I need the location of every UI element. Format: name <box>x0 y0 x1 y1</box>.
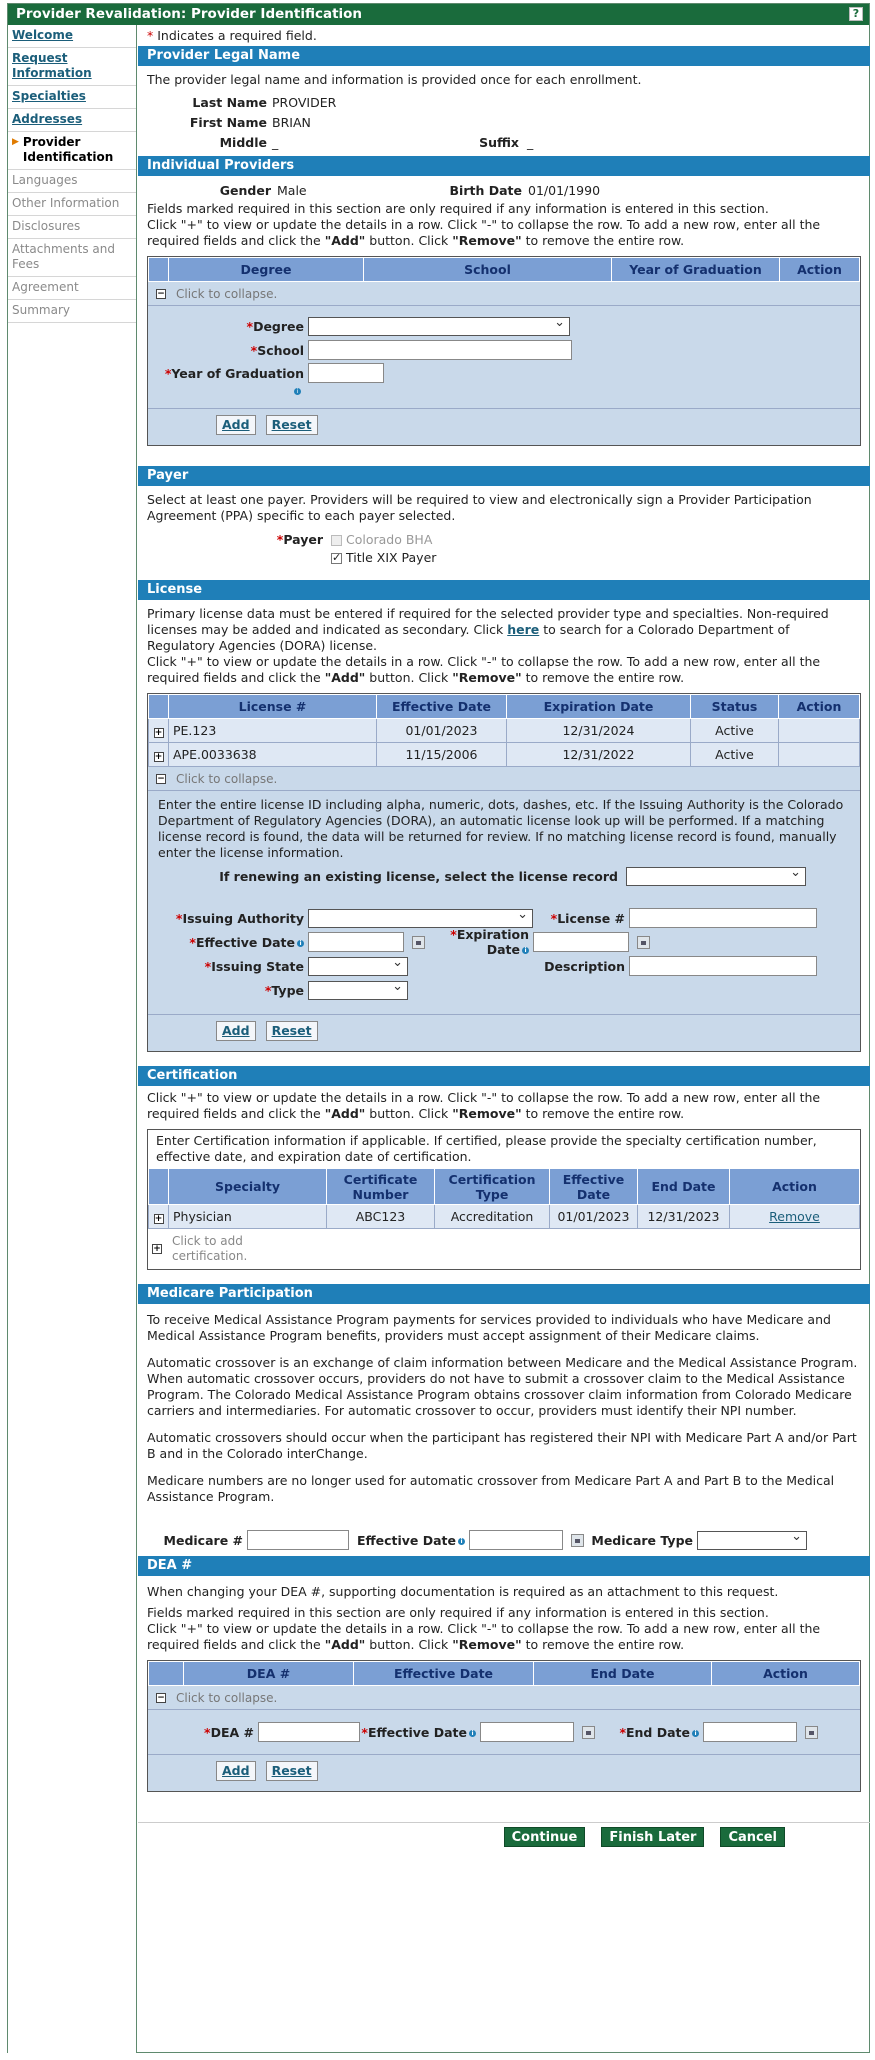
issuing-authority-select[interactable] <box>308 909 533 928</box>
dea-effective-date-label: *Effective Date i <box>360 1725 480 1740</box>
add-button[interactable]: Add <box>216 1761 256 1781</box>
sidebar-item-agreement: Agreement <box>8 277 136 300</box>
first-name-label: First Name <box>189 114 267 130</box>
sidebar-item-other-information: Other Information <box>8 193 136 216</box>
medicare-paragraph-4: Medicare numbers are no longer used for automatic crossover from Medicare Part A and Part B to the Medical Assistance Program. <box>147 1473 835 1504</box>
action-cell <box>730 1205 860 1229</box>
col-effective: Effective Date <box>377 695 507 719</box>
instr-add: "Add" <box>324 233 366 248</box>
add-certification-label: Click to add certification. <box>172 1234 248 1263</box>
dea-effective-date-input[interactable] <box>480 1722 574 1742</box>
status: Active <box>691 719 779 743</box>
reset-button[interactable]: Reset <box>266 415 318 435</box>
continue-button[interactable]: Continue <box>504 1827 586 1847</box>
info-icon[interactable]: i <box>294 388 301 395</box>
certification-panel <box>147 1129 861 1270</box>
footer-buttons <box>138 1822 870 1847</box>
sidebar-item-provider-identification <box>8 132 136 170</box>
birth-date-value: 01/01/1990 <box>528 182 601 198</box>
main-content <box>138 25 870 1847</box>
expand-icon[interactable]: + <box>154 752 163 762</box>
required-star: * <box>147 28 154 43</box>
medicare-number-label: Medicare # <box>163 1532 243 1548</box>
required-info-note: Fields marked required in this section are only required if any information is entered in this section. <box>147 201 769 216</box>
sidebar-item-welcome[interactable]: Welcome <box>8 25 136 48</box>
table-header-row <box>149 1662 860 1686</box>
calendar-icon[interactable] <box>582 1726 595 1739</box>
payer-intro: Select at least one payer. Providers will be required to view and electronically sign a Provider Participation Agreement (PPA) specific to each payer selected. <box>147 492 812 523</box>
dea-fields-row <box>158 1720 850 1744</box>
sidebar-item-addresses[interactable]: Addresses <box>8 109 136 132</box>
payer-label: *Payer <box>276 531 323 547</box>
col-degree: Degree <box>169 258 364 282</box>
last-name-row <box>138 92 870 112</box>
reset-button[interactable]: Reset <box>266 1021 318 1041</box>
dea-number-label: *DEA # <box>204 1724 254 1740</box>
expiration-date-input[interactable] <box>533 932 629 952</box>
expiration-date-label: *Expiration Date i <box>450 927 529 957</box>
middle-value: _ <box>272 134 279 150</box>
sidebar-item-disclosures: Disclosures <box>8 216 136 239</box>
effective-date-label: *Effective Date i <box>158 935 308 950</box>
required-info-note: Fields marked required in this section are only required if any information is entered in this section. <box>147 1605 769 1620</box>
payer-option-title-xix[interactable]: ✓Title XIX Payer <box>331 550 436 565</box>
end-date: 12/31/2023 <box>638 1205 730 1229</box>
individual-providers-section <box>138 156 870 446</box>
degree-panel <box>147 256 861 446</box>
medicare-paragraph-2: Automatic crossover is an exchange of claim information between Medicare and the Medical Assistance Program. When automatic crossover occurs, providers do not have to submit a crossover claim to the Medical Assistance Program. The Colorado Medical Assistance Program obtains crossover claim information from Colorado Medicare carriers and intermediaries. For automatic crossover to occur, providers must identify their NPI number. <box>147 1355 858 1418</box>
required-note <box>138 25 870 46</box>
table-row <box>149 719 860 743</box>
degree-row <box>158 314 850 338</box>
col-action: Action <box>730 1169 860 1205</box>
cancel-button[interactable]: Cancel <box>720 1827 785 1847</box>
certification-section <box>138 1066 870 1270</box>
remove-link[interactable]: Remove <box>769 1209 820 1224</box>
sidebar-item-attachments-and-fees: Attachments and Fees <box>8 239 136 277</box>
col-end-date: End Date <box>638 1169 730 1205</box>
expand-col <box>149 695 169 719</box>
last-name-label: Last Name <box>192 94 267 110</box>
col-dea: DEA # <box>184 1662 354 1686</box>
degree-label: *Degree <box>246 318 304 334</box>
year-input[interactable] <box>308 363 384 383</box>
col-action: Action <box>779 695 860 719</box>
medicare-type-label: Medicare Type <box>591 1532 693 1548</box>
degree-buttons <box>148 408 860 445</box>
dates-row <box>158 927 850 957</box>
help-icon[interactable]: ? <box>849 7 863 21</box>
sidebar-item-languages: Languages <box>8 170 136 193</box>
gender-value: Male <box>277 182 307 198</box>
medicare-paragraph-1: To receive Medical Assistance Program payments for services provided to individuals who have Medicare and Medical Assistance Program benefits, providers must accept assignment of their Medicare claims. <box>147 1312 831 1343</box>
certification-type: Accreditation <box>435 1205 550 1229</box>
col-certificate-number: Certificate Number <box>327 1169 435 1205</box>
status: Active <box>691 743 779 767</box>
middle-label: Middle <box>219 134 267 150</box>
effective-date: 01/01/2023 <box>377 719 507 743</box>
license-panel <box>147 693 861 1052</box>
first-name-row <box>138 112 870 132</box>
instr-text: button. Click <box>365 233 453 248</box>
collapse-row[interactable] <box>148 767 860 791</box>
page-title: Provider Revalidation: Provider Identification <box>16 6 363 22</box>
license-section <box>138 580 870 1052</box>
action-cell <box>779 743 860 767</box>
required-note-text: Indicates a required field. <box>157 28 317 43</box>
add-button[interactable]: Add <box>216 415 256 435</box>
title-bar <box>8 4 869 25</box>
collapse-icon[interactable]: − <box>157 1692 165 1703</box>
table-header-row <box>149 695 860 719</box>
row-instructions: Click "+" to view or update the details in a row. Click "-" to collapse the row. To add a new row, enter all the required fields and click the "Add" button. Click "Remove" to remove the entire row. <box>147 1621 821 1652</box>
calendar-icon[interactable] <box>637 936 650 949</box>
legal-intro: The provider legal name and information is provided once for each enrollment. <box>147 72 642 87</box>
section-header: Individual Providers <box>138 156 870 176</box>
certification-table <box>148 1168 860 1229</box>
medicare-type-select[interactable] <box>697 1531 807 1550</box>
degree-table <box>148 257 860 282</box>
dea-number-input[interactable] <box>258 1722 360 1742</box>
effective-date-input[interactable] <box>308 932 404 952</box>
section-header: Medicare Participation <box>138 1284 870 1304</box>
first-name-value: BRIAN <box>272 114 311 130</box>
medicare-number-input[interactable] <box>247 1530 349 1550</box>
school-label: *School <box>250 342 304 358</box>
license-form <box>148 791 860 1051</box>
section-header: Payer <box>138 466 870 486</box>
calendar-icon[interactable] <box>412 936 425 949</box>
col-year: Year of Graduation <box>612 258 780 282</box>
birth-date-label: Birth Date <box>449 182 522 198</box>
payer-option-bha[interactable]: Colorado BHA <box>331 532 432 547</box>
dea-form <box>148 1710 860 1791</box>
year-row <box>158 362 850 384</box>
collapse-icon[interactable]: − <box>157 288 165 299</box>
info-icon[interactable]: i <box>469 1730 476 1737</box>
collapse-row[interactable] <box>148 282 860 306</box>
payer-row-2 <box>138 548 870 566</box>
info-icon[interactable]: i <box>458 1538 465 1545</box>
medicare-section <box>138 1284 870 1552</box>
license-number-label: *License # <box>550 910 625 926</box>
dea-section <box>138 1556 870 1792</box>
section-header: Provider Legal Name <box>138 46 870 66</box>
dea-end-date-input[interactable] <box>703 1722 797 1742</box>
gender-label: Gender <box>219 182 271 198</box>
collapse-label: Click to collapse. <box>176 1690 278 1705</box>
add-button[interactable]: Add <box>216 1021 256 1041</box>
col-status: Status <box>691 695 779 719</box>
specialty: Physician <box>169 1205 327 1229</box>
info-icon[interactable]: i <box>522 947 529 954</box>
col-effective-date: Effective Date <box>354 1662 534 1686</box>
section-header: License <box>138 580 870 600</box>
school-input[interactable] <box>308 340 572 360</box>
col-end-date: End Date <box>534 1662 712 1686</box>
col-effective-date: Effective Date <box>550 1169 638 1205</box>
degree-select[interactable] <box>308 317 570 336</box>
expand-cell <box>149 743 169 767</box>
license-buttons <box>148 1014 860 1051</box>
instr-remove: "Remove" <box>452 233 522 248</box>
dea-note: When changing your DEA #, supporting documentation is required as an attachment to this request. <box>147 1584 779 1599</box>
col-action: Action <box>712 1662 860 1686</box>
middle-suffix-row <box>138 132 870 152</box>
degree-form <box>148 306 860 445</box>
school-row <box>158 338 850 362</box>
dea-buttons <box>148 1754 860 1791</box>
table-row <box>149 743 860 767</box>
sidebar-item-label: Provider Identification <box>22 135 114 164</box>
expand-cell <box>149 719 169 743</box>
suffix-value: _ <box>527 134 534 150</box>
info-icon[interactable]: i <box>692 1730 699 1737</box>
col-specialty: Specialty <box>169 1169 327 1205</box>
expand-icon[interactable]: + <box>153 1244 161 1254</box>
legal-name-section <box>138 46 870 152</box>
type-label: *Type <box>264 982 304 998</box>
collapse-label: Click to collapse. <box>176 286 278 301</box>
expand-cell <box>149 1205 169 1229</box>
sidebar-item-request-information[interactable]: Request Information <box>8 48 136 86</box>
description-input[interactable] <box>629 956 817 976</box>
expand-col <box>149 1169 169 1205</box>
col-license: License # <box>169 695 377 719</box>
sidebar-item-summary: Summary <box>8 300 136 323</box>
expiration-date: 12/31/2022 <box>507 743 691 767</box>
action-cell <box>779 719 860 743</box>
year-info-row <box>158 384 850 402</box>
add-certification-row[interactable] <box>148 1229 860 1269</box>
medicare-fields-row <box>138 1528 870 1552</box>
checkbox[interactable] <box>331 535 342 546</box>
expiration-date: 12/31/2024 <box>507 719 691 743</box>
certification-note: Enter Certification information if applicable. If certified, please provide the specialty certification number, effective date, and expiration date of certification. <box>156 1133 817 1164</box>
collapse-label: Click to collapse. <box>176 771 278 786</box>
expand-col <box>149 258 169 282</box>
col-expiration: Expiration Date <box>507 695 691 719</box>
expand-col <box>149 1662 184 1686</box>
dora-search-link[interactable]: here <box>507 622 540 637</box>
last-name-value: PROVIDER <box>272 94 337 110</box>
instr-text: to remove the entire row. <box>521 233 685 248</box>
license-number: APE.0033638 <box>169 743 377 767</box>
license-number-input[interactable] <box>629 908 817 928</box>
checkbox-checked[interactable] <box>331 553 342 564</box>
renew-select[interactable] <box>626 867 806 886</box>
table-header-row <box>149 1169 860 1205</box>
license-table <box>148 694 860 767</box>
type-row <box>158 978 850 1002</box>
medicare-paragraph-3: Automatic crossovers should occur when the participant has registered their NPI with Medicare Part A and/or Part B and in the Colorado interChange. <box>147 1430 857 1461</box>
payer-section <box>138 466 870 566</box>
row-instructions: Click "+" to view or update the details in a row. Click "-" to collapse the row. To add a new row, enter all the required fields and click the "Add" button. Click "Remove" to remove the entire row. <box>147 1090 821 1121</box>
current-arrow-icon: ▶ <box>12 137 19 147</box>
dea-end-date-label: *End Date i <box>595 1725 703 1740</box>
info-icon[interactable]: i <box>297 940 304 947</box>
sidebar <box>8 25 137 2053</box>
effective-date: 01/01/2023 <box>550 1205 638 1229</box>
row-instructions: Click "+" to view or update the details in a row. Click "-" to collapse the row. To add a new row, enter all the required fields and click the "Add" button. Click "Remove" to remove the entire row. <box>147 654 821 685</box>
effective-date: 11/15/2006 <box>377 743 507 767</box>
license-intro: Primary license data must be entered if required for the selected provider type and specialties. Non-required licenses may be added and indicated as secondary. Click here to search for a Colorado Department of Regulatory Agencies (DORA) license. <box>147 606 829 653</box>
reset-button[interactable]: Reset <box>266 1761 318 1781</box>
payer-row-1 <box>138 530 870 548</box>
year-label: *Year of Graduation <box>164 365 304 381</box>
renew-row <box>158 864 850 888</box>
description-label: Description <box>544 958 625 974</box>
app-window <box>7 3 870 2053</box>
renew-label: If renewing an existing license, select the license record <box>219 868 618 884</box>
calendar-icon[interactable] <box>805 1726 818 1739</box>
license-number: PE.123 <box>169 719 377 743</box>
issuing-state-select[interactable] <box>308 957 408 976</box>
instr-text: Click "+" to view or update the details in a row. Click "-" to collapse the row. To add a new row, enter all the required fields and click the <box>147 217 821 248</box>
issuing-state-label: *Issuing State <box>204 958 304 974</box>
certificate-number: ABC123 <box>327 1205 435 1229</box>
sidebar-item-specialties[interactable]: Specialties <box>8 86 136 109</box>
medicare-effective-date-label: Effective Date i <box>349 1533 469 1548</box>
finish-later-button[interactable]: Finish Later <box>601 1827 704 1847</box>
expand-icon[interactable]: + <box>154 1214 163 1224</box>
calendar-icon[interactable] <box>571 1534 584 1547</box>
section-header: Certification <box>138 1066 870 1086</box>
type-select[interactable] <box>308 981 408 1000</box>
collapse-icon[interactable]: − <box>157 773 165 784</box>
license-lookup-text: Enter the entire license ID including alpha, numeric, dots, dashes, etc. If the Issuing Authority is the Colorado Department of Regulatory Agencies (DORA), an automatic license look up will be performed. If a matching license record is found, the data will be returned for review. If no matching license record is found, manually enter the license information. <box>158 797 844 860</box>
row-instructions <box>138 217 870 252</box>
state-row <box>158 954 850 978</box>
table-row <box>149 1205 860 1229</box>
col-certification-type: Certification Type <box>435 1169 550 1205</box>
table-header-row <box>149 258 860 282</box>
authority-row <box>158 906 850 930</box>
suffix-label: Suffix <box>479 134 519 150</box>
section-header: DEA # <box>138 1556 870 1576</box>
col-school: School <box>364 258 612 282</box>
issuing-authority-label: *Issuing Authority <box>175 910 304 926</box>
medicare-effective-date-input[interactable] <box>469 1530 563 1550</box>
gender-birth-row <box>138 180 870 200</box>
dea-table <box>148 1661 860 1686</box>
col-action: Action <box>780 258 860 282</box>
dea-panel <box>147 1660 861 1792</box>
collapse-row[interactable] <box>148 1686 860 1710</box>
expand-icon[interactable]: + <box>154 728 163 738</box>
